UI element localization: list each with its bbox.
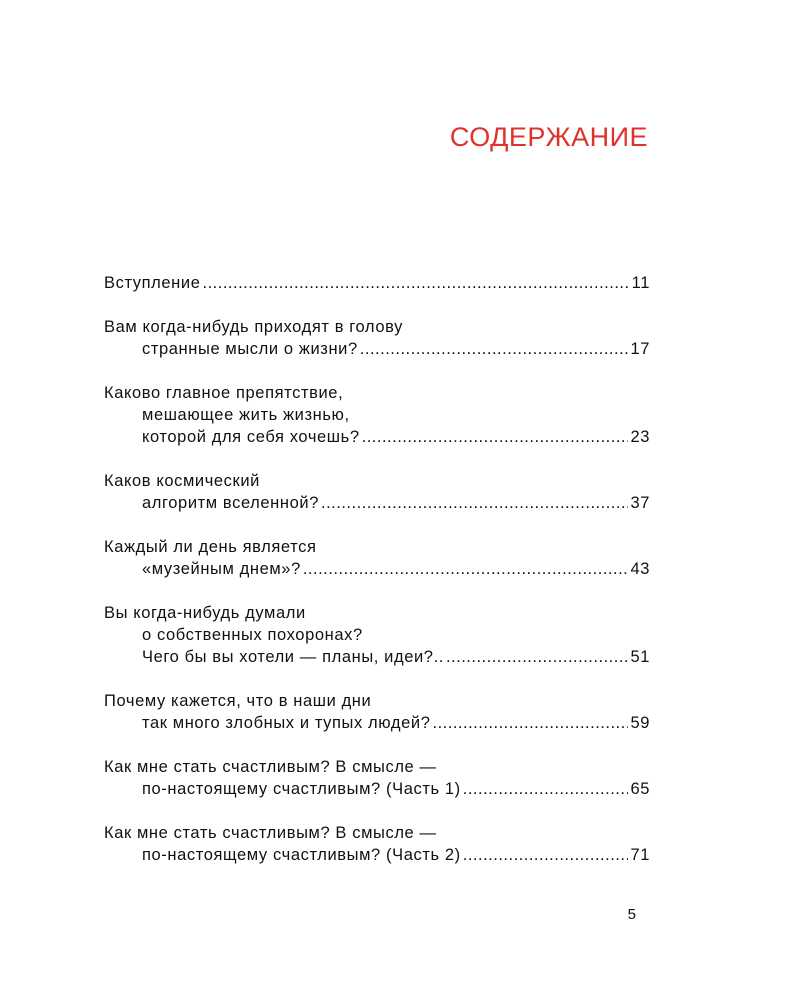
toc-entry-strange-thoughts[interactable]: [104, 316, 650, 360]
dot-leader: [360, 338, 629, 360]
toc-entry-title: по-настоящему счастливым? (Часть 1): [142, 780, 461, 798]
toc-line: Как мне стать счастливым? В смысле —: [104, 824, 437, 842]
toc-entry-cosmic-algorithm[interactable]: [104, 470, 650, 514]
toc-entry-happiness-part-1[interactable]: [104, 756, 650, 800]
toc-line: [104, 844, 650, 866]
toc-entry-intro[interactable]: [104, 272, 650, 294]
toc-line: Каждый ли день является: [104, 538, 317, 556]
toc-line: [104, 492, 650, 514]
toc-entry-title: которой для себя хочешь?: [142, 428, 360, 446]
toc-entry-title: «музейным днем»?: [142, 560, 301, 578]
toc-line: [104, 558, 650, 580]
toc-line: [104, 426, 650, 448]
table-of-contents: [104, 272, 650, 888]
toc-page-number: 65: [630, 780, 650, 798]
dot-leader: [446, 646, 628, 668]
dot-leader: [303, 558, 629, 580]
dot-leader: [321, 492, 628, 514]
toc-line: Как мне стать счастливым? В смысле —: [104, 758, 437, 776]
toc-heading: СОДЕРЖАНИЕ: [449, 122, 648, 152]
toc-line: [104, 272, 650, 294]
dot-leader: [433, 712, 629, 734]
toc-page-number: 51: [630, 648, 650, 666]
toc-page-number: 17: [630, 340, 650, 358]
toc-page-number: 59: [630, 714, 650, 732]
toc-page-number: 43: [630, 560, 650, 578]
toc-line: Каково главное препятствие,: [104, 384, 344, 402]
toc-page-number: 23: [630, 428, 650, 446]
dot-leader: [203, 272, 630, 294]
toc-entry-title: Вступление: [104, 274, 201, 292]
toc-line: Вам когда-нибудь приходят в голову: [104, 318, 403, 336]
toc-line: [104, 338, 650, 360]
toc-line: Почему кажется, что в наши дни: [104, 692, 372, 710]
toc-entry-title: так много злобных и тупых людей?: [142, 714, 431, 732]
toc-line: о собственных похоронах?: [142, 626, 363, 644]
dot-leader: [463, 844, 629, 866]
toc-entry-title: алгоритм вселенной?: [142, 494, 319, 512]
toc-entry-title: по-настоящему счастливым? (Часть 2): [142, 846, 461, 864]
toc-entry-happiness-part-2[interactable]: [104, 822, 650, 866]
toc-line: Вы когда-нибудь думали: [104, 604, 306, 622]
toc-entry-angry-people[interactable]: [104, 690, 650, 734]
toc-entry-title: странные мысли о жизни?: [142, 340, 358, 358]
toc-entry-own-funeral[interactable]: [104, 602, 650, 668]
dot-leader: [362, 426, 629, 448]
toc-entry-title: Чего бы вы хотели — планы, идеи?..: [142, 648, 444, 666]
toc-line: мешающее жить жизнью,: [142, 406, 350, 424]
toc-line: [104, 646, 650, 668]
toc-entry-main-obstacle[interactable]: [104, 382, 650, 448]
toc-page-number: 11: [631, 274, 650, 292]
dot-leader: [463, 778, 629, 800]
page-number: 5: [627, 906, 636, 923]
toc-entry-museum-day[interactable]: [104, 536, 650, 580]
toc-page-number: 71: [630, 846, 650, 864]
toc-line: [104, 712, 650, 734]
toc-line: Каков космический: [104, 472, 260, 490]
toc-line: [104, 778, 650, 800]
toc-page-number: 37: [630, 494, 650, 512]
